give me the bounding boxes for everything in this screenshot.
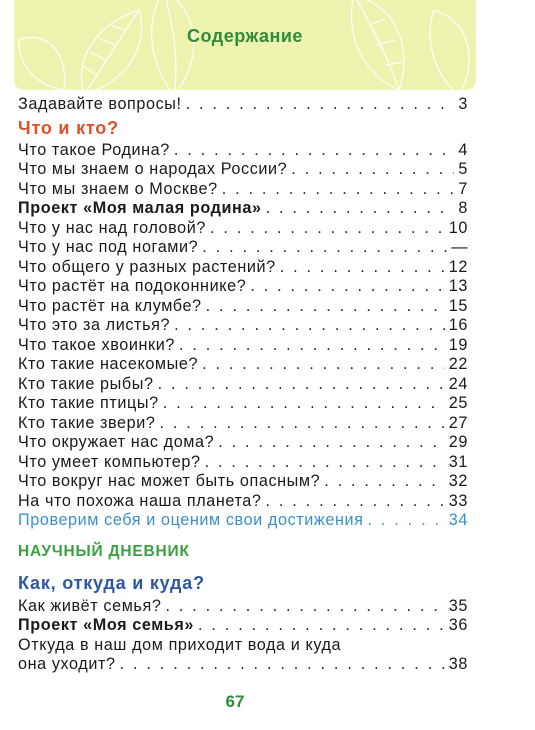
entry-title-line2-row — [18, 655, 468, 675]
entry-title: Что мы знаем о народах России? — [18, 160, 288, 178]
leader-dots — [280, 258, 445, 278]
entry-page: 19 — [448, 335, 468, 354]
entry-page: 27 — [448, 413, 468, 432]
entry-title: Кто такие звери? — [18, 413, 156, 432]
entry-page: 12 — [448, 257, 468, 276]
entry-title: Что мы знаем о Москве? — [18, 179, 218, 198]
leader-dots — [205, 453, 445, 473]
leader-dots — [206, 297, 445, 317]
entry-page: 31 — [448, 452, 468, 471]
toc-entry[interactable] — [18, 219, 468, 239]
leader-dots — [160, 414, 445, 434]
leader-dots — [165, 597, 444, 617]
table-of-contents — [18, 95, 468, 675]
entry-title: Кто такие птицы? — [18, 394, 159, 412]
entry-page: — — [451, 238, 468, 256]
entry-page: 16 — [448, 316, 468, 334]
toc-entry[interactable] — [18, 597, 468, 617]
toc-entry[interactable] — [18, 160, 468, 180]
entry-page: 13 — [448, 277, 468, 295]
toc-entry[interactable] — [18, 316, 468, 336]
entry-page: 5 — [458, 160, 468, 178]
entry-title: Как живёт семья? — [18, 596, 162, 615]
toc-entry-review[interactable] — [18, 511, 468, 531]
page-title: Содержание — [187, 26, 303, 46]
entry-title: Что у нас под ногами? — [18, 238, 199, 256]
header-banner — [14, 0, 476, 90]
entry-title: Что это за листья? — [18, 316, 171, 334]
toc-entry[interactable] — [18, 414, 468, 434]
leader-dots — [324, 472, 445, 492]
toc-entry[interactable] — [18, 453, 468, 473]
section-heading-what-who: Что и кто? — [18, 117, 119, 138]
entry-title: Что умеет компьютер? — [18, 452, 201, 471]
toc-entry[interactable] — [18, 95, 468, 115]
entry-title-line1: Откуда в наш дом приходит вода и куда — [18, 635, 342, 654]
entry-page: 34 — [448, 511, 468, 529]
entry-title: Кто такие рыбы? — [18, 374, 154, 393]
entry-title: Проект «Моя малая родина» — [18, 199, 262, 217]
entry-page: 36 — [448, 616, 468, 634]
entry-title: Что вокруг нас может быть опасным? — [18, 472, 321, 490]
leader-dots — [186, 95, 455, 115]
entry-title: Проект «Моя семья» — [18, 616, 195, 634]
entry-title: Задавайте вопросы! — [18, 95, 182, 113]
toc-entry[interactable] — [18, 492, 468, 512]
entry-page: 24 — [448, 374, 468, 393]
toc-entry[interactable] — [18, 336, 468, 356]
leader-dots — [266, 199, 455, 219]
entry-title: Что окружает нас дома? — [18, 433, 215, 451]
entry-page: 7 — [458, 179, 468, 198]
toc-entry-project[interactable] — [18, 616, 468, 636]
toc-entry[interactable] — [18, 394, 468, 414]
section-heading-science-diary: НАУЧНЫЙ ДНЕВНИК — [18, 542, 190, 560]
toc-entry[interactable] — [18, 141, 468, 161]
entry-title: Проверим себя и оценим свои достижения — [18, 511, 364, 529]
entry-page: 4 — [458, 140, 468, 159]
section-heading-how-where: Как, откуда и куда? — [18, 572, 205, 593]
entry-title: Что общего у разных растений? — [18, 257, 276, 276]
leader-dots — [250, 277, 444, 297]
entry-title: Что у нас над головой? — [18, 218, 207, 237]
entry-page: 8 — [458, 199, 468, 217]
toc-entry[interactable] — [18, 375, 468, 395]
toc-entry[interactable] — [18, 297, 468, 317]
leader-dots — [202, 355, 445, 375]
toc-entry[interactable] — [18, 277, 468, 297]
entry-page: 25 — [448, 394, 468, 412]
entry-page: 3 — [458, 95, 468, 113]
leader-dots — [158, 375, 445, 395]
toc-entry-project[interactable] — [18, 199, 468, 219]
leader-dots — [120, 655, 445, 675]
leader-dots — [222, 180, 455, 200]
entry-page: 22 — [448, 355, 468, 373]
toc-entry[interactable] — [18, 238, 468, 258]
entry-title: Что растёт на клумбе? — [18, 296, 202, 315]
leader-dots — [174, 316, 445, 336]
entry-title: На что похожа наша планета? — [18, 491, 262, 510]
toc-entry[interactable] — [18, 472, 468, 492]
entry-page: 38 — [448, 655, 468, 673]
entry-title: Что такое хвоинки? — [18, 335, 175, 354]
entry-page: 32 — [448, 472, 468, 490]
toc-entry-multiline[interactable] — [18, 636, 468, 675]
entry-title: Что такое Родина? — [18, 140, 170, 159]
leader-dots — [202, 238, 447, 258]
leader-dots — [179, 336, 445, 356]
entry-page: 10 — [448, 218, 468, 237]
toc-entry[interactable] — [18, 355, 468, 375]
entry-page: 15 — [448, 296, 468, 315]
leader-dots — [210, 219, 445, 239]
entry-title: Кто такие насекомые? — [18, 355, 199, 373]
page-number: 67 — [225, 692, 245, 711]
toc-entry[interactable] — [18, 258, 468, 278]
leader-dots — [266, 492, 445, 512]
leader-dots — [291, 160, 454, 180]
entry-page: 35 — [448, 596, 468, 615]
leader-dots — [368, 511, 445, 531]
leader-dots — [218, 433, 445, 453]
leader-dots — [198, 616, 445, 636]
leader-dots — [174, 141, 455, 161]
entry-title-line2: она уходит? — [18, 655, 116, 673]
entry-page: 29 — [448, 433, 468, 451]
leader-dots — [163, 394, 445, 414]
entry-page: 33 — [448, 491, 468, 510]
entry-title: Что растёт на подоконнике? — [18, 277, 247, 295]
toc-entry[interactable] — [18, 433, 468, 453]
toc-entry[interactable] — [18, 180, 468, 200]
